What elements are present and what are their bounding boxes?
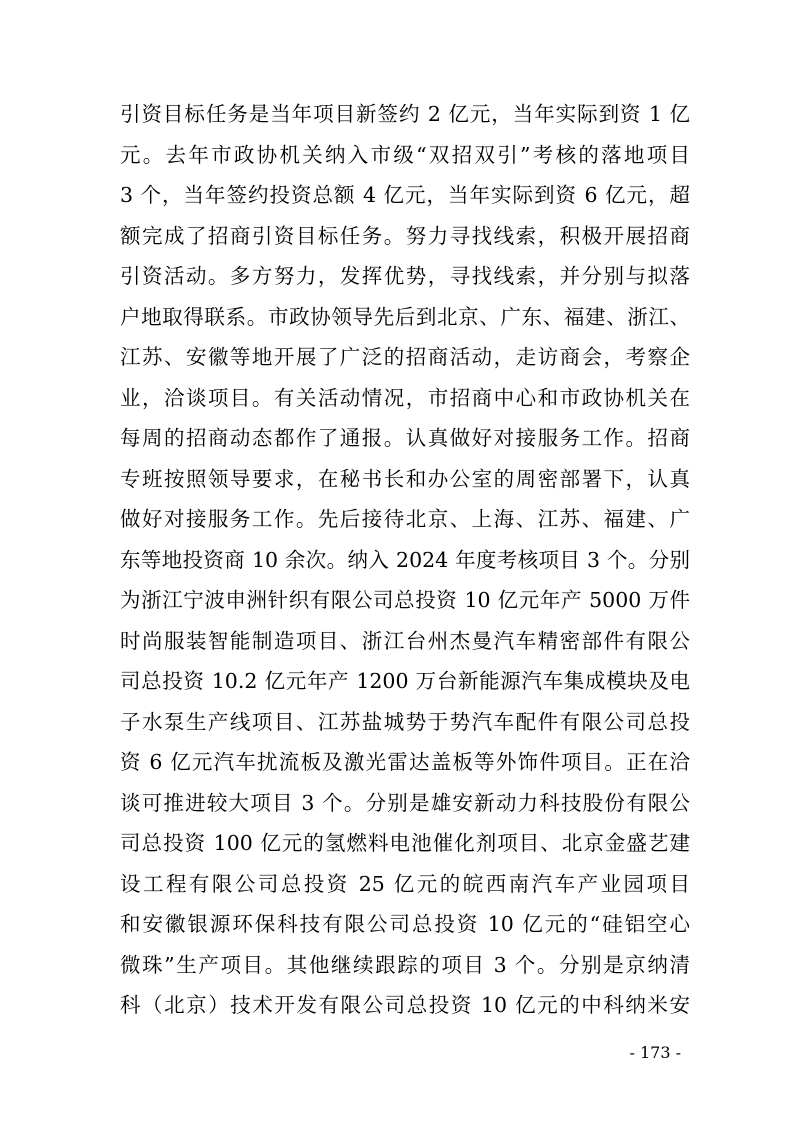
text-line-17: 资 6 亿元汽车扰流板及激光雷达盖板等外饰件项目。正在洽 (120, 750, 690, 774)
text-line-12: 东等地投资商 10 余次。纳入 2024 年度考核项目 3 个。分别 (120, 547, 690, 572)
text-line-9: 每周的招商动态都作了通报。认真做好对接服务工作。招商 (120, 426, 690, 450)
text-line-3: 3 个，当年签约投资总额 4 亿元，当年实际到资 6 亿元，超 (120, 183, 690, 207)
text-line-21: 和安徽银源环保科技有限公司总投资 10 亿元的“硅铝空心 (120, 912, 690, 936)
body-text (120, 94, 690, 1026)
text-line-16: 子水泵生产线项目、江苏盐城势于势汽车配件有限公司总投 (120, 709, 690, 734)
text-line-22: 微珠”生产项目。其他继续跟踪的项目 3 个。分别是京纳清 (120, 952, 690, 977)
text-line-7: 江苏、安徽等地开展了广泛的招商活动，走访商会，考察企 (120, 345, 690, 369)
text-line-10: 专班按照领导要求，在秘书长和办公室的周密部署下，认真 (120, 466, 690, 491)
page-number: - 173 - (629, 1043, 681, 1062)
text-line-15: 司总投资 10.2 亿元年产 1200 万台新能源汽车集成模块及电 (120, 669, 690, 693)
text-line-20: 设工程有限公司总投资 25 亿元的皖西南汽车产业园项目 (120, 871, 690, 896)
text-line-2: 元。去年市政协机关纳入市级“双招双引”考核的落地项目 (120, 142, 690, 167)
text-line-23: 科（北京）技术开发有限公司总投资 10 亿元的中科纳米安 (120, 993, 690, 1017)
text-line-13: 为浙江宁波申洲针织有限公司总投资 10 亿元年产 5000 万件 (120, 588, 690, 612)
text-line-8: 业，洽谈项目。有关活动情况，市招商中心和市政协机关在 (120, 385, 690, 410)
text-line-4: 额完成了招商引资目标任务。努力寻找线索，积极开展招商 (120, 223, 690, 248)
text-line-5: 引资活动。多方努力，发挥优势，寻找线索，并分别与拟落 (120, 264, 690, 288)
text-line-6: 户地取得联系。市政协领导先后到北京、广东、福建、浙江、 (120, 304, 690, 329)
text-line-14: 时尚服装智能制造项目、浙江台州杰曼汽车精密部件有限公 (120, 628, 690, 653)
text-line-18: 谈可推进较大项目 3 个。分别是雄安新动力科技股份有限公 (120, 790, 690, 815)
text-line-11: 做好对接服务工作。先后接待北京、上海、江苏、福建、广 (120, 507, 690, 531)
text-line-1: 引资目标任务是当年项目新签约 2 亿元，当年实际到资 1 亿 (120, 102, 690, 126)
text-line-19: 司总投资 100 亿元的氢燃料电池催化剂项目、北京金盛艺建 (120, 831, 690, 855)
